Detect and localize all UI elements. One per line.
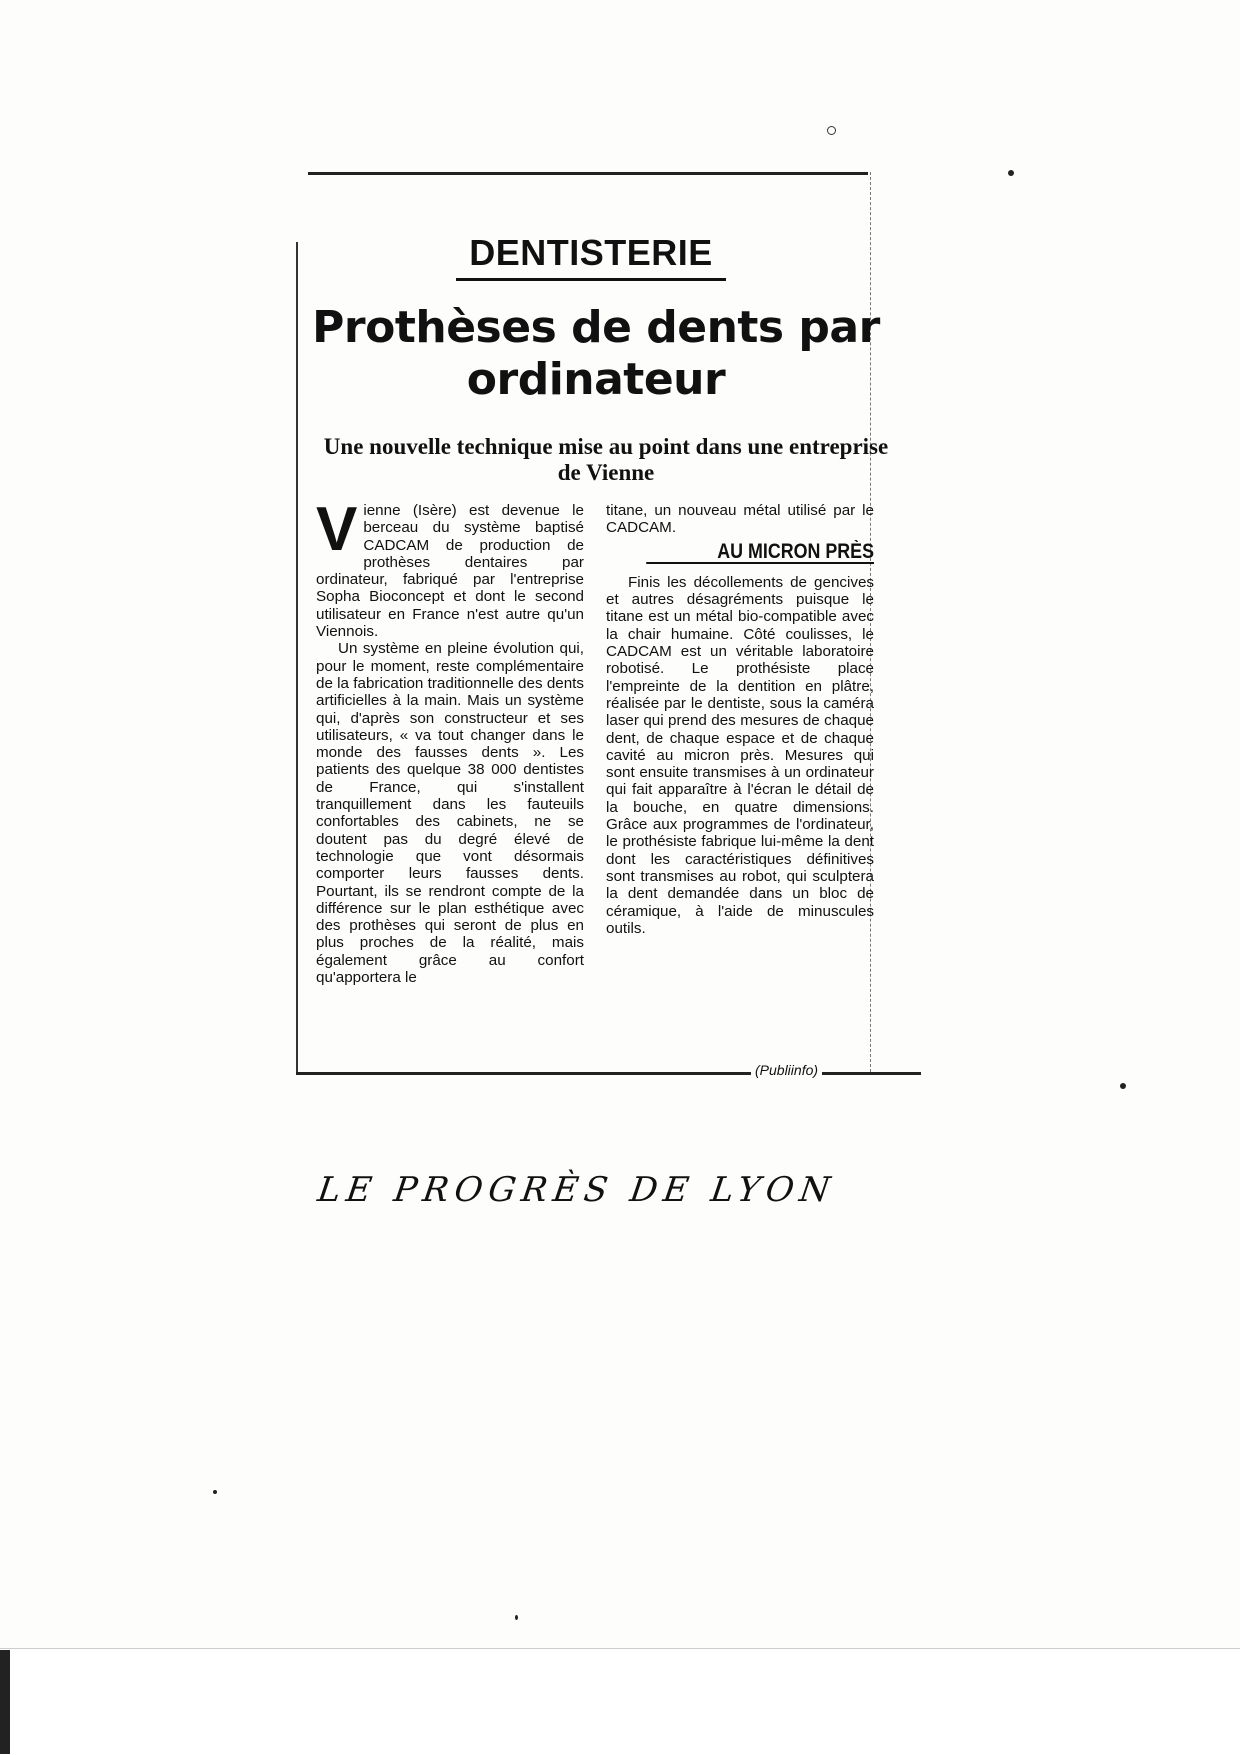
speck: [827, 126, 836, 135]
column-left: [316, 495, 584, 987]
section-rubric: DENTISTERIE: [456, 232, 726, 281]
subheading: AU MICRON PRÈS: [646, 543, 874, 564]
column-right: [606, 502, 874, 937]
paragraph: Finis les décollements de gencives et autres désagréments puisque le titane est un métal bio-compatible avec la chair humaine. Côté coulisses, le CADCAM est un véritable laboratoire robotisé. Le prothésiste place l'empreinte de la dentition en plâtre, réalisée par le dentiste, sous la caméra laser qui prend des mesures de chaque dent, de chaque espace et de chaque cavité au micron près. Mesures qui sont ensuite transmises à un ordinateur qui fait apparaître à l'écran le détail de la bouche, en quatre dimensions. Grâce aux programmes de l'ordinateur, le prothésiste fabrique lui-même la dent dont les caractéristiques définitives sont transmises au robot, qui sculptera la dent demandée dans un bloc de céramique, à l'aide de minuscules outils.: [606, 573, 874, 937]
speck: [1120, 1083, 1126, 1089]
scan-bottom-margin: [0, 1648, 1240, 1755]
paragraph: titane, un nouveau métal utilisé par le CADCAM.: [606, 502, 874, 537]
scan-edge-mark: [0, 1650, 10, 1754]
credit: (Publiinfo): [751, 1062, 822, 1078]
drop-cap: V: [316, 495, 358, 564]
paragraph: Vienne (Isère) est devenue le berceau du système baptisé CADCAM de production de prothèses dentaires par ordinateur, fabriqué par l'entreprise Sopha Bioconcept et dont le second utilisateur en France n'est autre qu'un Viennois.: [316, 495, 584, 641]
handwritten-source-note: LE PROGRÈS DE LYON: [315, 1170, 839, 1210]
top-rule: [308, 172, 868, 175]
article-title: Prothèses de dents par ordinateur: [312, 302, 880, 405]
paragraph: Un système en pleine évolution qui, pour le moment, reste complémentaire de la fabrication traditionnelle des dents artificielles à la main. Mais un système qui, d'après son constructeur et ses utilisateurs, « va tout changer dans le monde des fausses dents ». Les patients des quelque 38 000 dentistes de France, qui s'installent tranquillement dans les fauteuils confortables des cabinets, ne se doutent pas du degré élevé de technologie que vont désormais comporter leurs fausses dents. Pourtant, ils se rendront compte de la différence sur le plan esthétique avec des prothèses qui seront de plus en plus proches de la réalité, mais également grâce au confort qu'apportera le: [316, 640, 584, 987]
speck: [515, 1615, 518, 1620]
article-subtitle: Une nouvelle technique mise au point dans une entreprise de Vienne: [323, 434, 889, 485]
bottom-rule: [296, 1072, 921, 1075]
speck: [1008, 170, 1014, 176]
newspaper-clipping: [296, 172, 926, 1077]
speck: [213, 1490, 217, 1494]
